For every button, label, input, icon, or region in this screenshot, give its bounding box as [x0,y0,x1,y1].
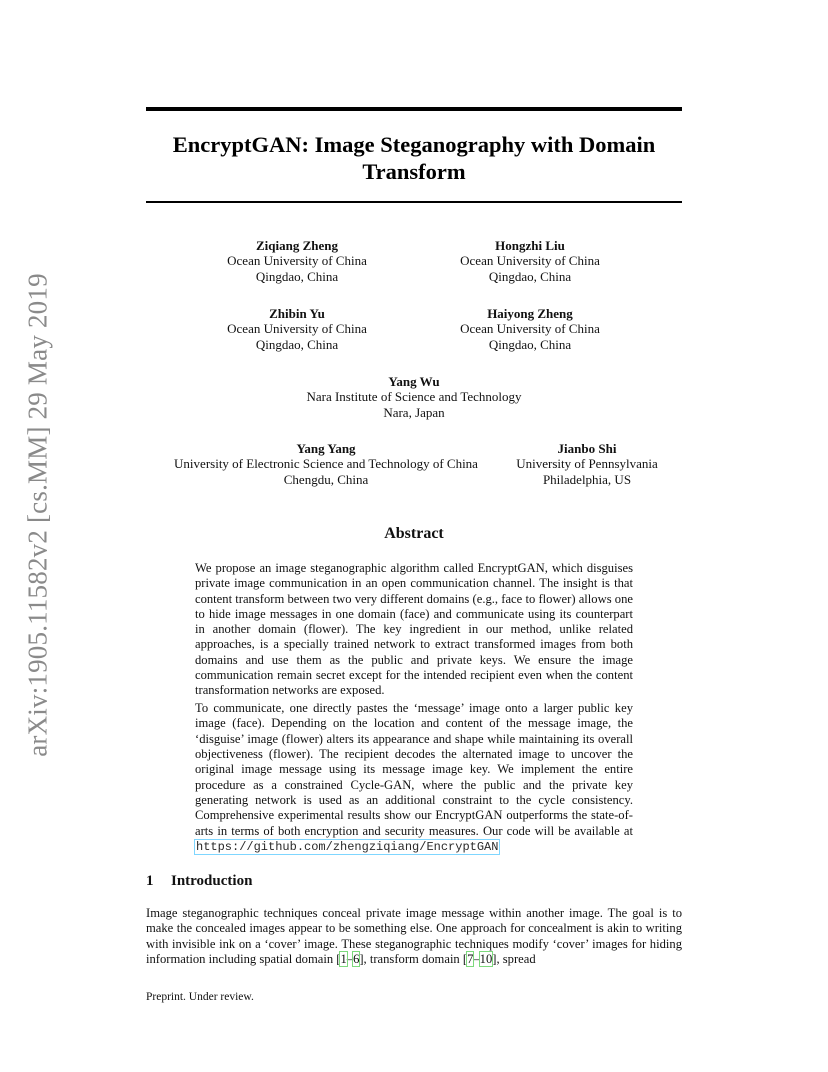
author-name: Haiyong Zheng [487,306,573,321]
author-location: Philadelphia, US [542,471,632,487]
author-block-haiyong-zheng [460,306,600,352]
citation-link-6[interactable]: 6 [353,951,360,966]
author-location: Qingdao, China [255,268,339,284]
section-number: 1 [146,873,154,889]
author-block-yang-yang [174,441,478,487]
title-line-2: Transform [362,159,466,184]
author-name: Hongzhi Liu [495,238,565,253]
abstract-body [195,561,633,858]
author-affiliation: Ocean University of China [460,253,600,269]
author-affiliation: Ocean University of China [460,321,600,337]
author-name: Yang Wu [388,374,440,389]
author-name: Zhibin Yu [269,306,325,321]
intro-text-part-3: ], spread [492,951,536,966]
citation-range-dash: – [346,951,354,966]
code-repository-link[interactable]: https://github.com/zhengziqiang/EncryptGAN [196,839,499,854]
author-name: Ziqiang Zheng [255,238,338,253]
title-bottom-rule [146,201,682,203]
intro-text-part-1: Image steganographic techniques conceal private image message within another image. The goal is to make the concealed images appear to be something else. One approach for concealment is akin to writing with invisible ink on a ‘cover’ image. These steganographic techniques modify ‘cover’ images for hiding information including spatial domain [ [146,906,682,966]
author-location: Qingdao, China [488,268,572,284]
author-location: Qingdao, China [255,336,339,352]
abstract-paragraph-1: We propose an image steganographic algorithm called EncryptGAN, which disguises private image communication in an open communication channel. The insight is that content transform between two very different domains (e.g., face to flower) allows one to hide image messages in one domain (face) and communicate using its counterpart in another domain (flower). The key ingredient in our method, unlike related approaches, is a specially trained network to extract transformed images from both domains and use them as the public and private keys. We ensure the image communication remain secret except for the intended recipient even when the content transformation networks are exposed. [195,561,633,698]
title-line-1: EncryptGAN: Image Steganography with Domain [172,132,656,157]
author-block-hongzhi-liu [460,238,600,284]
citation-link-1[interactable]: 1 [340,951,347,966]
author-location: Qingdao, China [488,336,572,352]
author-name: Jianbo Shi [557,441,617,456]
author-affiliation: Ocean University of China [227,253,367,269]
author-location: Chengdu, China [283,471,369,487]
title-top-rule [146,107,682,111]
author-affiliation: Ocean University of China [227,321,367,337]
page-footer: Preprint. Under review. [146,991,254,1003]
abstract-heading: Abstract [384,525,444,542]
author-affiliation: University of Pennsylvania [516,456,658,472]
author-name: Yang Yang [296,441,356,456]
author-block-ziqiang-zheng [227,238,367,284]
author-affiliation: Nara Institute of Science and Technology [306,389,522,405]
arxiv-identifier[interactable]: arXiv:1905.11582v2 [cs.MM] 29 May 2019 [22,273,53,757]
author-block-jianbo-shi [516,441,658,487]
author-affiliation: University of Electronic Science and Technology of China [174,456,478,472]
author-block-zhibin-yu [227,306,367,352]
section-title: Introduction [171,873,253,889]
abstract-paragraph-2 [195,701,633,855]
citation-link-10[interactable]: 10 [479,951,493,966]
citation-link-7[interactable]: 7 [467,951,474,966]
author-location: Nara, Japan [383,404,445,420]
citation-range-dash: – [473,951,480,966]
abstract-paragraph-2-text: To communicate, one directly pastes the ‘message’ image onto a larger public key image (face). Depending on the location and content of the message image, the ‘disguise’ image (flower) alters its appearance and shape while maintaining its overall objectiveness (flower). The recipient decodes the alternated image to uncover the original image message using its message image key. We implement the entire procedure as a constrained Cycle-GAN, where the public and the private key generating network is used as an additional constraint to the cycle consistency. Comprehensive experimental results show our EncryptGAN outperforms the state-of-arts in terms of both encryption and security measures. Our code will be available at [195,701,633,838]
paper-title [146,131,682,185]
introduction-paragraph [146,906,682,967]
intro-text-part-2: ], transform domain [ [359,951,468,966]
section-heading-introduction [146,872,252,890]
author-block-yang-wu [306,374,521,420]
